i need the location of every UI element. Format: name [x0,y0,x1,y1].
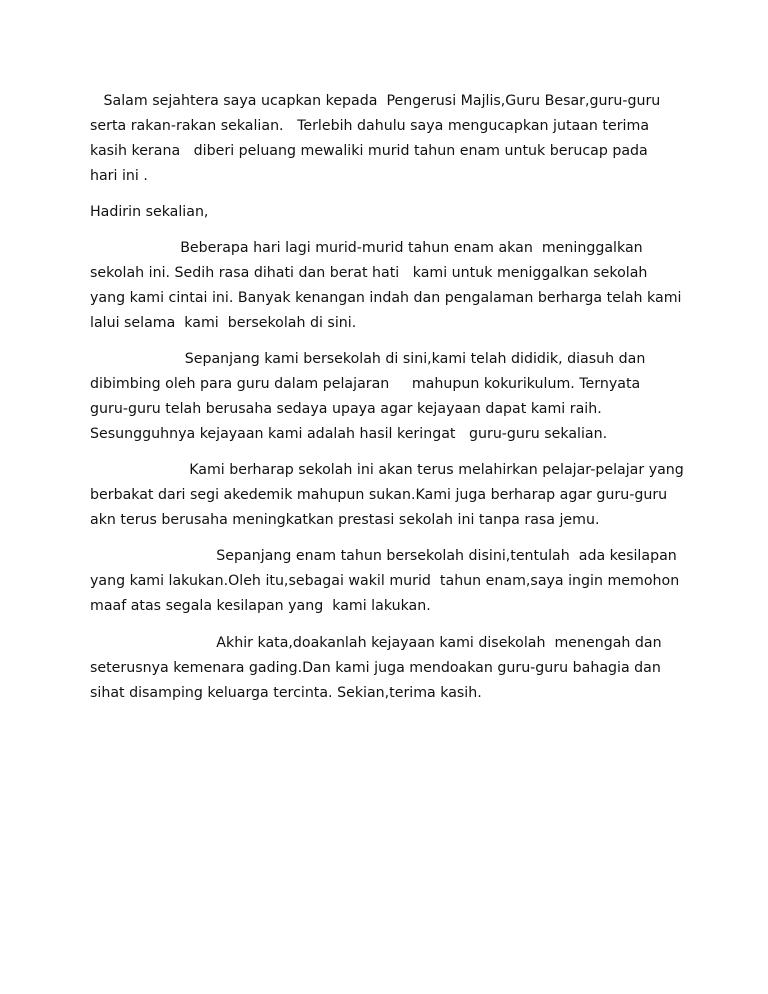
text-line: berbakat dari segi akedemik mahupun sukan.Kami juga berharap agar guru-guru [90,487,668,503]
text-line: Sepanjang enam tahun bersekolah disini,tentulah ada kesilapan [90,548,677,564]
text-line: yang kami cintai ini. Banyak kenangan indah dan pengalaman berharga telah kami [90,290,682,306]
text-line: Sepanjang kami bersekolah di sini,kami telah dididik, diasuh dan [90,351,646,367]
text-line: sekolah ini. Sedih rasa dihati dan berat hati kami untuk meniggalkan sekolah [90,265,648,281]
text-line: serta rakan-rakan sekalian. Terlebih dahulu saya mengucapkan jutaan terima [90,118,650,134]
text-line: dibimbing oleh para guru dalam pelajaran mahupun kokurikulum. Ternyata [90,376,641,392]
text-line: seterusnya kemenara gading.Dan kami juga mendoakan guru-guru bahagia dan [90,660,661,676]
text-line: kasih kerana diberi peluang mewaliki murid tahun enam untuk berucap pada [90,143,648,159]
text-line: Akhir kata,doakanlah kejayaan kami disekolah menengah dan [90,635,662,651]
text-line: Beberapa hari lagi murid-murid tahun enam akan meninggalkan [90,240,643,256]
text-line: guru-guru telah berusaha sedaya upaya agar kejayaan dapat kami raih. [90,401,602,417]
text-line: sihat disamping keluarga tercinta. Sekian,terima kasih. [90,685,482,701]
text-line: lalui selama kami bersekolah di sini. [90,315,357,331]
text-line: akn terus berusaha meningkatkan prestasi sekolah ini tanpa rasa jemu. [90,512,600,528]
text-line: maaf atas segala kesilapan yang kami lakukan. [90,598,431,614]
text-line: Kami berharap sekolah ini akan terus melahirkan pelajar-pelajar yang [90,462,684,478]
text-line: Hadirin sekalian, [90,204,209,220]
text-line: Sesungguhnya kejayaan kami adalah hasil keringat guru-guru sekalian. [90,426,608,442]
text-line: hari ini . [90,168,148,184]
text-line: yang kami lakukan.Oleh itu,sebagai wakil murid tahun enam,saya ingin memohon [90,573,680,589]
text-line: Salam sejahtera saya ucapkan kepada Pengerusi Majlis,Guru Besar,guru-guru [90,93,661,109]
